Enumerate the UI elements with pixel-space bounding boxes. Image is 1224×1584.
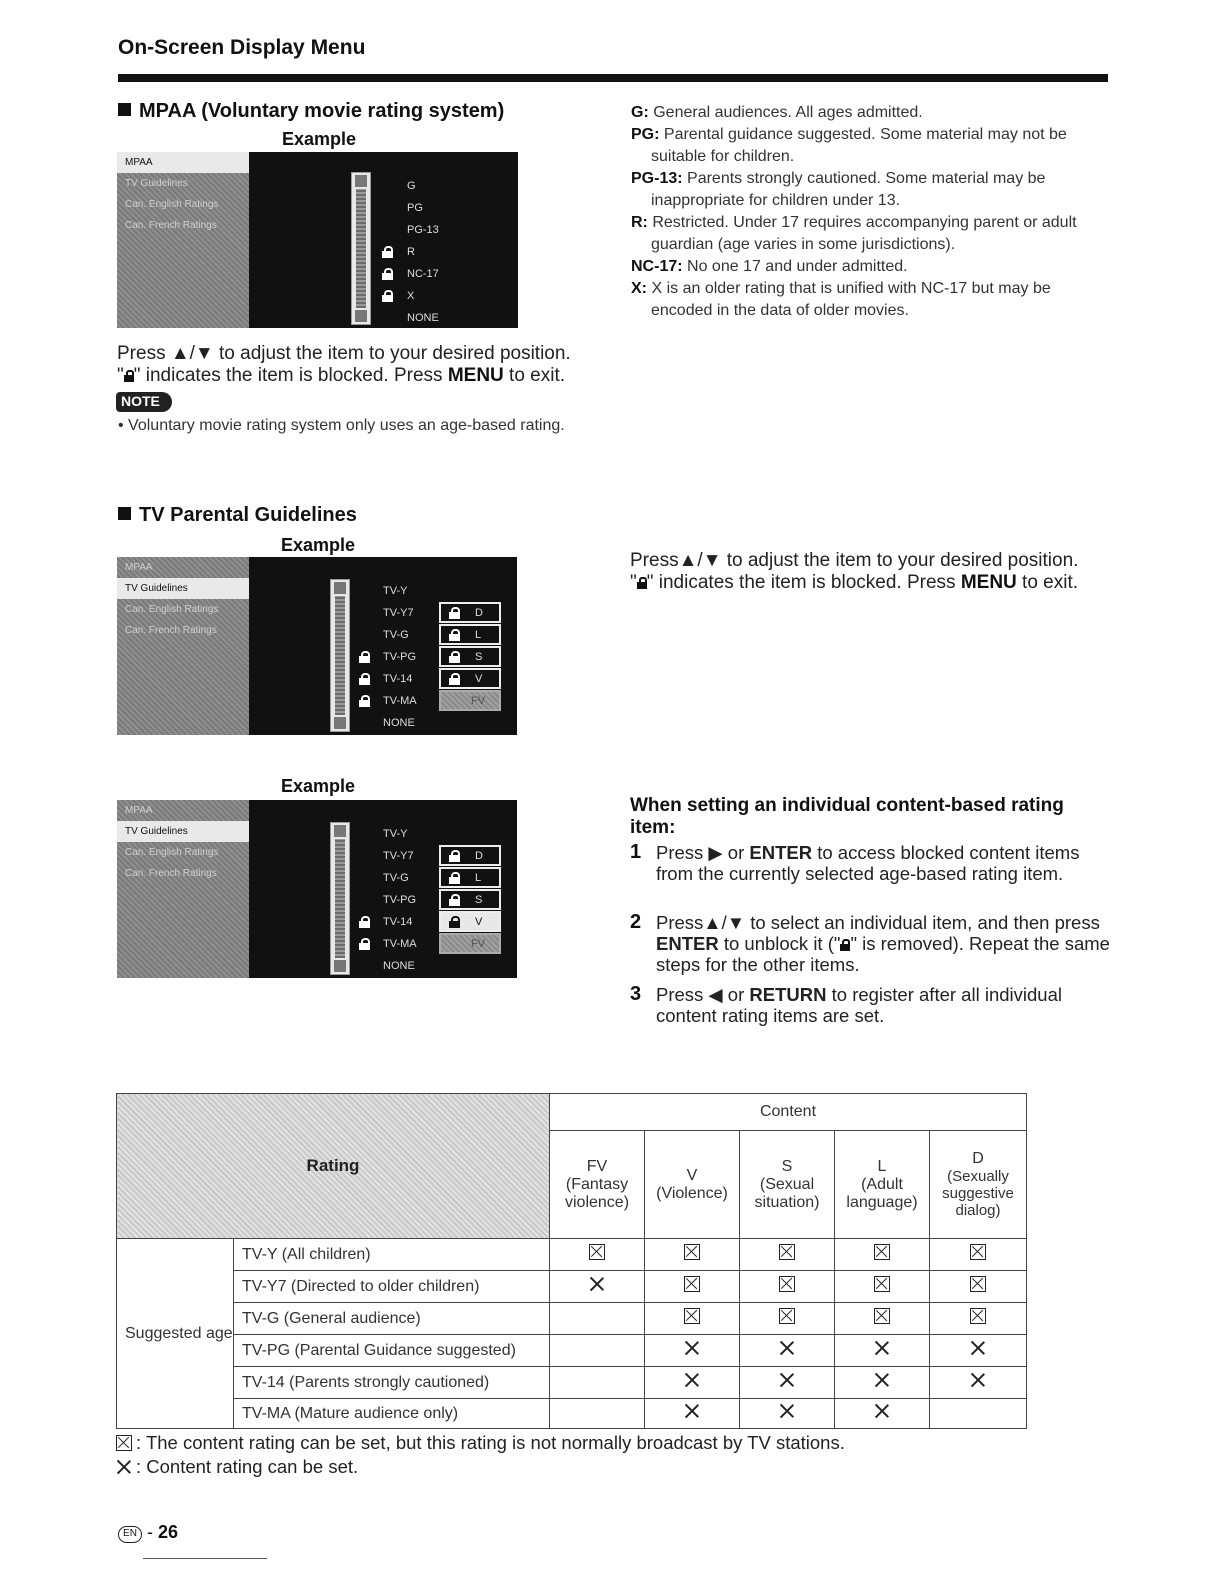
col-l: L (Adult language) xyxy=(835,1131,930,1239)
rating-g: G xyxy=(407,180,416,192)
rating-scrollbar xyxy=(330,822,350,975)
row-label: TV-Y7 (Directed to older children) xyxy=(234,1271,550,1303)
menu-item-tv-guidelines: TV Guidelines xyxy=(117,821,249,842)
lock-icon xyxy=(359,938,370,950)
cell xyxy=(835,1303,930,1335)
lock-icon xyxy=(449,894,460,906)
lock-icon xyxy=(359,695,370,707)
menu-item-can-english: Can. English Ratings xyxy=(125,199,219,210)
example2-label: Example xyxy=(281,776,356,796)
scroll-up-icon xyxy=(355,175,367,187)
box-x-icon xyxy=(970,1276,986,1292)
row-label: TV-PG (Parental Guidance suggested) xyxy=(234,1335,550,1367)
def-x: X: X is an older rating that is unified with NC-17 but may be encoded in the data of older movies. xyxy=(631,280,1051,319)
cell xyxy=(930,1335,1027,1367)
legend-x: : Content rating can be set. xyxy=(116,1455,1016,1479)
def-nc17: NC-17: No one 17 and under admitted. xyxy=(631,258,908,275)
row-label: TV-14 (Parents strongly cautioned) xyxy=(234,1367,550,1399)
osd-menu-list xyxy=(117,152,249,328)
mpaa-title-text: MPAA (Voluntary movie rating system) xyxy=(139,100,505,122)
box-x-icon xyxy=(874,1244,890,1260)
box-x-icon xyxy=(874,1308,890,1324)
rating-tvg: TV-G xyxy=(383,629,409,641)
rating-tvma: TV-MA xyxy=(383,938,417,950)
footer-rule xyxy=(143,1558,267,1559)
lang-badge: EN xyxy=(118,1526,142,1543)
box-x-icon xyxy=(684,1244,700,1260)
step-3: 3 Press ◀ or RETURN to register after all individual content rating items are set. xyxy=(630,983,1062,1026)
menu-item-can-english: Can. English Ratings xyxy=(125,847,219,858)
lock-icon xyxy=(449,629,460,641)
rating-tvy7: TV-Y7 xyxy=(383,607,414,619)
x-mark-icon xyxy=(779,1403,795,1419)
rating-tv14: TV-14 xyxy=(383,916,413,928)
def-r: R: Restricted. Under 17 requires accompanying parent or adult guardian (age varies in some jurisdictions). xyxy=(631,214,1077,253)
lock-icon xyxy=(449,850,460,862)
cell xyxy=(550,1271,645,1303)
mpaa-example-screen xyxy=(117,152,518,328)
lock-icon xyxy=(359,673,370,685)
content-item-s: S xyxy=(439,889,501,910)
x-mark-icon xyxy=(874,1372,890,1388)
rating-none: NONE xyxy=(383,960,415,972)
lock-icon xyxy=(359,916,370,928)
menu-item-mpaa: MPAA xyxy=(125,562,153,573)
lock-icon xyxy=(449,651,460,663)
tvpg-example-screen-2 xyxy=(117,800,517,978)
cell xyxy=(550,1335,645,1367)
content-item-d: D xyxy=(439,602,501,623)
cell xyxy=(645,1239,740,1271)
cell xyxy=(835,1367,930,1399)
cell xyxy=(740,1303,835,1335)
col-d: D (Sexually suggestive dialog) xyxy=(930,1131,1027,1239)
tvpg-example-screen-1 xyxy=(117,557,517,735)
bullet-square-icon xyxy=(118,103,131,116)
cell xyxy=(930,1271,1027,1303)
content-rating-table xyxy=(116,1093,1027,1429)
step-2: 2 Press▲/▼ to select an individual item, and then press ENTER to unblock it (" " is removed). Repeat the same steps for the other items. xyxy=(630,911,1110,975)
menu-item-tv-guidelines: TV Guidelines xyxy=(117,578,249,599)
rating-header: Rating xyxy=(117,1094,550,1239)
content-item-s: S xyxy=(439,646,501,667)
lock-icon xyxy=(840,939,850,951)
col-fv: FV (Fantasy violence) xyxy=(550,1131,645,1239)
row-label: TV-G (General audience) xyxy=(234,1303,550,1335)
cell xyxy=(930,1399,1027,1429)
header-rule xyxy=(118,74,1108,82)
cell xyxy=(835,1335,930,1367)
rating-tvy7: TV-Y7 xyxy=(383,850,414,862)
rating-nc17: NC-17 xyxy=(407,268,439,280)
table-legend xyxy=(116,1431,1016,1479)
rating-tvma: TV-MA xyxy=(383,695,417,707)
rating-pg13: PG-13 xyxy=(407,224,439,236)
rating-pg: PG xyxy=(407,202,423,214)
rating-none: NONE xyxy=(407,312,439,324)
x-mark-icon xyxy=(970,1372,986,1388)
rating-tvy: TV-Y xyxy=(383,585,408,597)
page-number: EN - 26 xyxy=(118,1522,178,1543)
lock-icon xyxy=(382,290,393,302)
lock-icon xyxy=(382,268,393,280)
row-label: TV-MA (Mature audience only) xyxy=(234,1399,550,1429)
tvpg-example-label: Example xyxy=(281,535,356,555)
row-label: TV-Y (All children) xyxy=(234,1239,550,1271)
lock-icon xyxy=(449,673,460,685)
cell xyxy=(740,1399,835,1429)
x-mark-icon xyxy=(589,1276,605,1292)
content-item-fv: FV xyxy=(439,933,501,954)
box-x-icon xyxy=(116,1435,132,1451)
scroll-down-icon xyxy=(334,717,346,729)
cell xyxy=(835,1239,930,1271)
lock-icon xyxy=(449,872,460,884)
tvpg-instruction: Press▲/▼ to adjust the item to your desired position. " " indicates the item is blocked. Press MENU to exit. xyxy=(630,550,1079,593)
cell xyxy=(930,1367,1027,1399)
note-text: • Voluntary movie rating system only uses an age-based rating. xyxy=(118,417,565,434)
cell xyxy=(740,1335,835,1367)
menu-item-mpaa: MPAA xyxy=(125,805,153,816)
lock-icon xyxy=(449,916,460,928)
scroll-up-icon xyxy=(334,582,346,594)
box-x-icon xyxy=(874,1276,890,1292)
box-x-icon xyxy=(779,1308,795,1324)
menu-item-can-french: Can. French Ratings xyxy=(125,868,217,879)
x-mark-icon xyxy=(684,1403,700,1419)
lock-icon xyxy=(449,607,460,619)
suggested-age-label: Suggested age xyxy=(117,1239,234,1429)
cell xyxy=(645,1399,740,1429)
cell xyxy=(550,1399,645,1429)
lock-icon xyxy=(637,577,647,589)
content-item-d: D xyxy=(439,845,501,866)
rating-scrollbar xyxy=(351,172,371,325)
mpaa-example-label: Example xyxy=(282,129,357,149)
def-pg13: PG-13: Parents strongly cautioned. Some material may be inappropriate for children under 13. xyxy=(631,170,1046,209)
osd-menu-list xyxy=(117,800,249,978)
cell xyxy=(835,1271,930,1303)
scroll-down-icon xyxy=(355,310,367,322)
cell xyxy=(930,1239,1027,1271)
scroll-down-icon xyxy=(334,960,346,972)
rating-tvpg: TV-PG xyxy=(383,651,417,663)
cell xyxy=(645,1303,740,1335)
note-badge: NOTE xyxy=(116,392,172,412)
col-v: V (Violence) xyxy=(645,1131,740,1239)
cell xyxy=(740,1239,835,1271)
rating-r: R xyxy=(407,246,415,258)
osd-menu-list xyxy=(117,557,249,735)
menu-item-can-french: Can. French Ratings xyxy=(125,220,217,231)
content-header: Content xyxy=(550,1094,1027,1131)
x-mark-icon xyxy=(684,1372,700,1388)
x-mark-icon xyxy=(874,1403,890,1419)
step-1: 1 Press ▶ or ENTER to access blocked content items from the currently selected age-based rating item. xyxy=(630,841,1080,884)
rating-scrollbar xyxy=(330,579,350,732)
content-item-fv: FV xyxy=(439,690,501,711)
box-x-icon xyxy=(779,1276,795,1292)
rating-none: NONE xyxy=(383,717,415,729)
rating-x: X xyxy=(407,290,415,302)
legend-box: : The content rating can be set, but this rating is not normally broadcast by TV stations. xyxy=(116,1431,1016,1455)
menu-item-mpaa: MPAA xyxy=(117,152,249,173)
box-x-icon xyxy=(684,1276,700,1292)
menu-item-tv-guidelines: TV Guidelines xyxy=(125,178,188,189)
box-x-icon xyxy=(589,1244,605,1260)
content-item-v: V xyxy=(439,668,501,689)
cell xyxy=(645,1335,740,1367)
cell xyxy=(645,1271,740,1303)
menu-item-can-french: Can. French Ratings xyxy=(125,625,217,636)
menu-item-can-english: Can. English Ratings xyxy=(125,604,219,615)
col-s: S (Sexual situation) xyxy=(740,1131,835,1239)
cell xyxy=(740,1271,835,1303)
rating-tvy: TV-Y xyxy=(383,828,408,840)
box-x-icon xyxy=(970,1244,986,1260)
lock-icon xyxy=(382,246,393,258)
cell xyxy=(930,1303,1027,1335)
cell xyxy=(550,1239,645,1271)
x-mark-icon xyxy=(779,1372,795,1388)
bullet-square-icon xyxy=(118,507,131,520)
x-mark-icon xyxy=(874,1340,890,1356)
x-mark-icon xyxy=(116,1459,132,1475)
box-x-icon xyxy=(779,1244,795,1260)
lock-icon xyxy=(359,651,370,663)
def-g: G: General audiences. All ages admitted. xyxy=(631,104,923,121)
rating-tvpg: TV-PG xyxy=(383,894,417,906)
cell xyxy=(740,1367,835,1399)
box-x-icon xyxy=(970,1308,986,1324)
box-x-icon xyxy=(684,1308,700,1324)
content-item-l: L xyxy=(439,624,501,645)
steps-title: When setting an individual content-based rating item: xyxy=(630,795,1064,838)
page-header-title: On-Screen Display Menu xyxy=(118,36,366,59)
lock-icon xyxy=(124,370,134,382)
mpaa-section-title xyxy=(118,100,504,123)
content-item-l: L xyxy=(439,867,501,888)
x-mark-icon xyxy=(684,1340,700,1356)
mpaa-definitions xyxy=(631,102,1116,322)
cell xyxy=(550,1367,645,1399)
x-mark-icon xyxy=(779,1340,795,1356)
def-pg: PG: Parental guidance suggested. Some material may not be suitable for children. xyxy=(631,126,1067,165)
rating-tv14: TV-14 xyxy=(383,673,413,685)
tvpg-section-title xyxy=(118,504,357,527)
x-mark-icon xyxy=(970,1340,986,1356)
mpaa-instruction: Press ▲/▼ to adjust the item to your desired position. " " indicates the item is blocked. Press MENU to exit. xyxy=(117,343,571,386)
cell xyxy=(645,1367,740,1399)
cell xyxy=(550,1303,645,1335)
scroll-up-icon xyxy=(334,825,346,837)
rating-tvg: TV-G xyxy=(383,872,409,884)
tvpg-title-text: TV Parental Guidelines xyxy=(139,504,357,526)
cell xyxy=(835,1399,930,1429)
content-item-v-selected: V xyxy=(439,911,501,932)
